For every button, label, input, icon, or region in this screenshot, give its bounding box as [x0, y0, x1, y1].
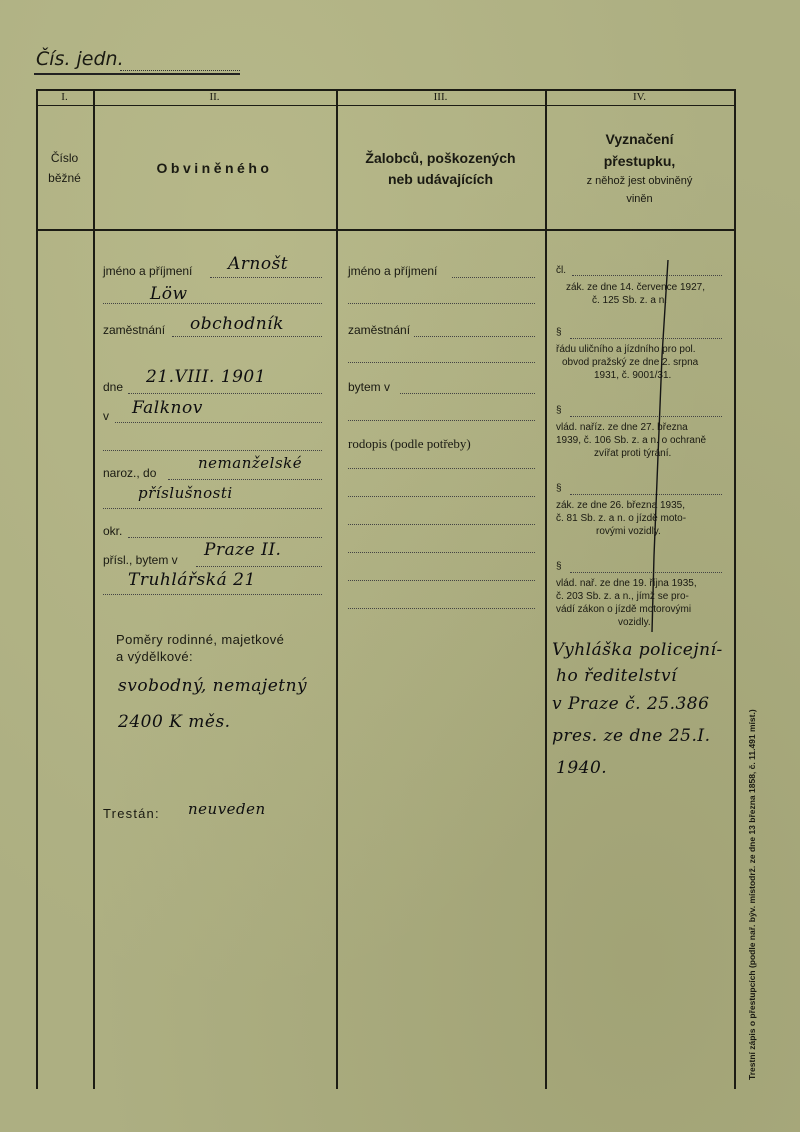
complainant-residence-label: bytem v — [348, 380, 391, 394]
offense-handwriting-4: pres. ze dne 25.I. — [552, 726, 711, 746]
law-1-line-2: č. 125 Sb. z. a n. — [592, 295, 668, 306]
column-divider-1 — [93, 89, 95, 1089]
biography-line-2[interactable] — [348, 496, 535, 497]
law-2-line-1: řádu uličního a jízdního pro pol. — [556, 344, 696, 355]
header-number-divider — [36, 105, 736, 106]
handwritten-connector-line — [640, 256, 680, 636]
accused-first-name-handwriting: Arnošt — [228, 254, 289, 274]
law-3-line-2: 1939, č. 106 Sb. z. a n. o ochraně — [556, 435, 707, 446]
birth-date-field[interactable] — [128, 393, 322, 394]
paragraph-label-4: § — [556, 483, 562, 494]
column-header-1 — [36, 148, 93, 188]
residence-handwriting-2: Truhlářská 21 — [128, 570, 256, 590]
column-divider-2 — [336, 89, 338, 1089]
birth-place-field[interactable] — [115, 422, 322, 423]
paragraph-label-5: § — [556, 561, 562, 572]
complainant-residence-field-2[interactable] — [348, 420, 535, 421]
law-4-line-3: rovými vozidly. — [596, 526, 661, 537]
reference-number-underline — [34, 73, 240, 75]
column-header-1-line-1: Číslo — [50, 151, 79, 165]
column-header-4-line-1: Vyznačení — [605, 131, 674, 147]
column-number-2: II. — [209, 91, 220, 103]
offense-handwriting-1: Vyhláška policejní- — [552, 640, 723, 660]
district-field[interactable] — [128, 537, 322, 538]
complainant-name-field-2[interactable] — [348, 303, 535, 304]
law-4-line-1: zák. ze dne 26. března 1935, — [556, 500, 685, 511]
accused-surname-handwriting: Löw — [150, 284, 188, 304]
paragraph-label-2: § — [556, 327, 562, 338]
circumstances-handwriting-1: svobodný, nemajetný — [118, 676, 308, 696]
column-header-2: Obviněného — [156, 160, 273, 176]
birth-date-handwriting: 21.VIII. 1901 — [146, 367, 267, 387]
column-header-4-line-2: přestupku, — [603, 153, 676, 169]
biography-line-5[interactable] — [348, 580, 535, 581]
law-2-line-3: 1931, č. 9001/31. — [594, 370, 672, 381]
accused-occupation-handwriting: obchodník — [190, 314, 284, 334]
previous-convictions-label: Trestán: — [103, 806, 160, 821]
column-header-4 — [545, 128, 734, 208]
column-number-4: IV. — [633, 91, 646, 103]
biography-line-1[interactable] — [348, 468, 535, 469]
residence-field-2[interactable] — [103, 594, 322, 595]
residence-label: přísl., bytem v — [103, 553, 178, 567]
column-number-3: III. — [433, 91, 448, 103]
accused-occupation-field[interactable] — [172, 336, 322, 337]
law-1-line-1: zák. ze dne 14. července 1927, — [566, 282, 705, 293]
column-header-4-line-3: z něhož jest obviněný — [586, 175, 693, 187]
complainant-name-field[interactable] — [452, 277, 535, 278]
law-5-line-1: vlád. nař. ze dne 19. října 1935, — [556, 578, 697, 589]
previous-convictions-handwriting: neuveden — [188, 800, 266, 818]
accused-name-label: jméno a příjmení — [103, 264, 193, 278]
law-4-line-2: č. 81 Sb. z. a n. o jízdě moto- — [556, 513, 687, 524]
column-header-1-line-2: běžné — [48, 171, 81, 185]
complainant-occupation-field[interactable] — [414, 336, 535, 337]
complainant-occupation-field-2[interactable] — [348, 362, 535, 363]
article-label: čl. — [556, 265, 566, 276]
reference-number-field[interactable] — [120, 70, 240, 71]
residence-handwriting-1: Praze II. — [204, 540, 282, 560]
birth-place-handwriting: Falknov — [132, 398, 203, 418]
law-5-line-4: vozidly. — [618, 617, 651, 628]
law-3 — [556, 421, 706, 460]
column-number-1: I. — [61, 91, 68, 103]
form-footnote-vertical: Trestní zápis o přestupcích (podle nař. býv. místodrž. ze dne 13 března 1858, č. 11.491 míst.) — [747, 709, 757, 1080]
column-header-3-line-2: neb udávajících — [387, 171, 494, 187]
offense-handwriting-2: ho ředitelství — [556, 666, 678, 686]
complainant-biography-label: rodopis (podle potřeby) — [348, 436, 471, 451]
law-5-line-3: vádí zákon o jízdě motorovými — [556, 604, 692, 615]
reference-number-label: Čís. jedn. — [36, 48, 124, 70]
table-left-border — [36, 89, 38, 1089]
complainant-occupation-label: zaměstnání — [348, 323, 411, 337]
biography-line-4[interactable] — [348, 552, 535, 553]
native-district-field[interactable] — [168, 479, 322, 480]
circumstances-label-1: Poměry rodinné, majetkové — [116, 632, 285, 647]
column-header-3 — [336, 148, 545, 190]
circumstances-handwriting-2: 2400 K měs. — [118, 712, 231, 732]
native-district-handwriting-1: nemanželské — [198, 454, 303, 472]
biography-line-3[interactable] — [348, 524, 535, 525]
accused-name-field[interactable] — [210, 277, 322, 278]
native-district-handwriting-2: příslušnosti — [138, 484, 233, 502]
offense-handwriting-3: v Praze č. 25.386 — [552, 694, 710, 714]
offense-handwriting-5: 1940. — [556, 758, 608, 778]
law-2-line-2: obvod pražský ze dne 2. srpna — [562, 357, 699, 368]
accused-name-field-2[interactable] — [103, 303, 322, 304]
complainant-name-label: jméno a příjmení — [348, 264, 438, 278]
circumstances-label-2: a výdělkové: — [116, 649, 194, 664]
paragraph-label-3: § — [556, 405, 562, 416]
law-5-line-2: č. 203 Sb. z. a n., jímž se pro- — [556, 591, 689, 602]
residence-field[interactable] — [196, 566, 322, 567]
district-label: okr. — [103, 524, 123, 538]
complainant-residence-field[interactable] — [400, 393, 535, 394]
biography-line-6[interactable] — [348, 608, 535, 609]
law-1 — [566, 281, 705, 307]
law-3-line-3: zvířat proti týrání. — [594, 448, 672, 459]
birth-place-label: v — [103, 409, 109, 423]
native-district-label: naroz., do — [103, 466, 157, 480]
column-header-4-line-4: viněn — [626, 193, 653, 205]
birth-date-label: dne — [103, 380, 124, 394]
law-3-line-1: vlád. naříz. ze dne 27. března — [556, 422, 688, 433]
native-district-field-2[interactable] — [103, 508, 322, 509]
header-bottom-border — [36, 229, 736, 231]
column-header-3-line-1: Žalobců, poškozených — [365, 150, 516, 166]
column-divider-3 — [545, 89, 547, 1089]
birth-place-field-2[interactable] — [103, 450, 322, 451]
accused-occupation-label: zaměstnání — [103, 323, 166, 337]
table-right-border — [734, 89, 736, 1089]
